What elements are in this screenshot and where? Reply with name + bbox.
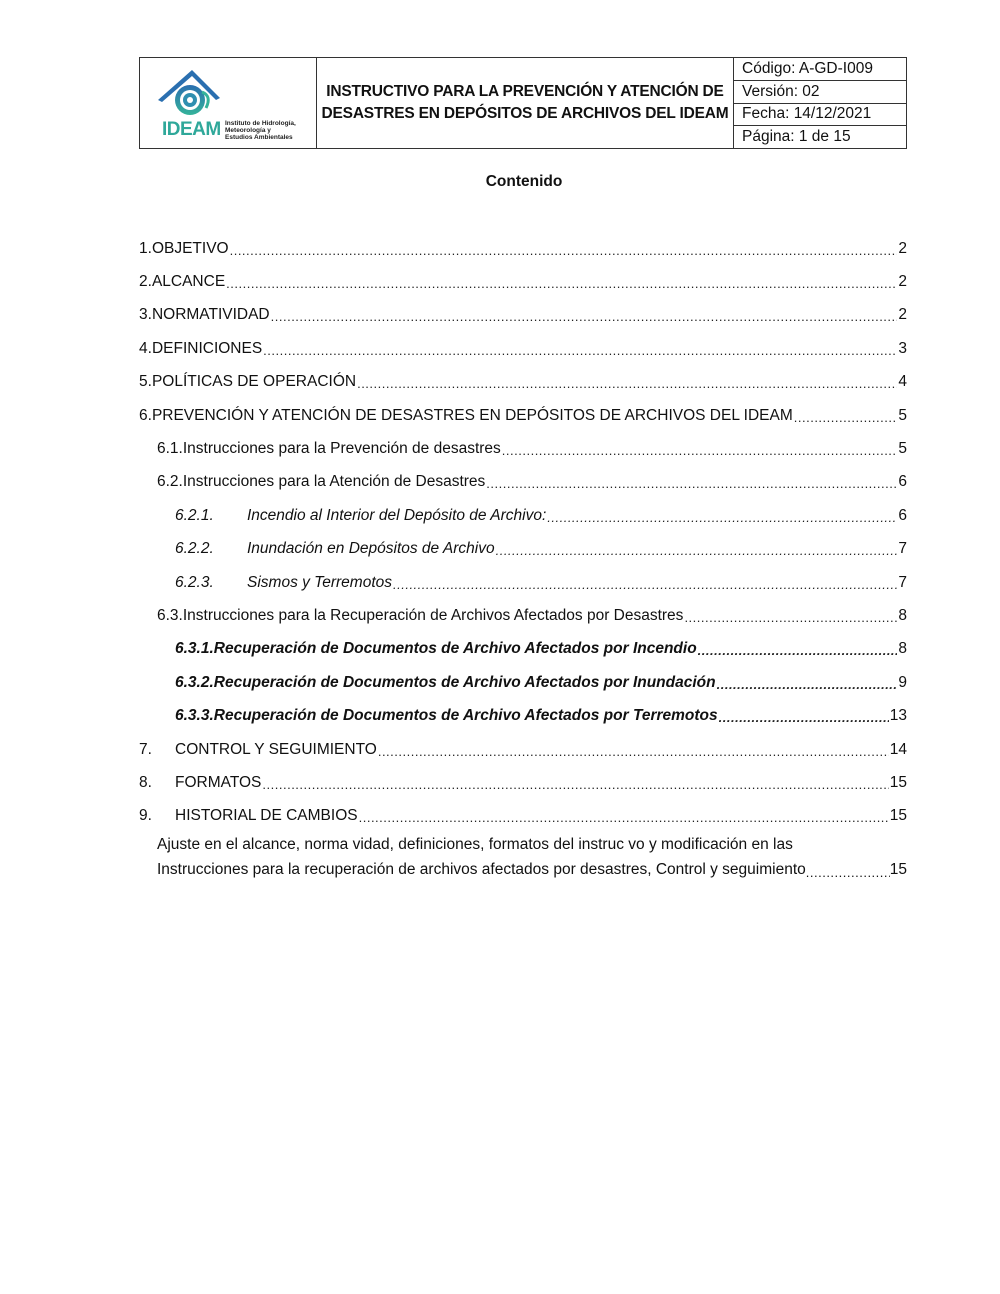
toc-page: 8	[898, 640, 907, 658]
toc-page: 4	[898, 373, 907, 391]
history-note[interactable]	[157, 832, 907, 885]
toc-page: 7	[898, 573, 907, 591]
toc-leader	[359, 807, 889, 825]
toc-leader	[684, 607, 897, 625]
document-meta	[734, 58, 906, 148]
toc-entry[interactable]	[139, 733, 907, 766]
toc-number: 6.2.	[157, 473, 183, 491]
toc-page: 5	[898, 440, 907, 458]
toc-page: 8	[898, 606, 907, 624]
toc-label: Incendio al Interior del Depósito de Archivo:	[247, 506, 547, 524]
toc-entry[interactable]	[139, 633, 907, 666]
document-header	[139, 57, 907, 149]
toc-number: 6.3.1.	[175, 640, 214, 658]
toc-entry[interactable]	[139, 265, 907, 298]
toc-leader	[271, 306, 898, 324]
toc-number: 6.3.	[157, 606, 183, 624]
toc-leader	[230, 240, 898, 258]
toc-entry[interactable]	[139, 599, 907, 632]
toc-page: 3	[898, 339, 907, 357]
toc-leader	[717, 674, 898, 692]
toc-leader	[357, 373, 897, 391]
toc-label: CONTROL Y SEGUIMIENTO	[175, 740, 377, 758]
toc-number: 6.1.	[157, 440, 183, 458]
table-of-contents	[139, 232, 907, 833]
toc-leader	[378, 741, 889, 759]
toc-page: 14	[889, 740, 907, 758]
toc-label: Recuperación de Documentos de Archivo Afectados por Incendio	[213, 640, 697, 658]
meta-codigo: Código: A-GD-I009	[734, 58, 906, 81]
title-line-2: DESASTRES EN DEPÓSITOS DE ARCHIVOS DEL IDEAM	[321, 105, 729, 122]
logo-subtitle-line: Meteorología y	[225, 127, 271, 134]
toc-leader	[806, 857, 890, 885]
logo-wordmark: IDEAM	[162, 119, 221, 140]
toc-label: NORMATIVIDAD	[151, 306, 270, 324]
toc-label: Instrucciones para la Recuperación de Archivos Afectados por Desastres	[182, 606, 684, 624]
toc-leader	[698, 640, 898, 658]
toc-leader	[262, 774, 888, 792]
toc-leader	[496, 540, 898, 558]
toc-label: FORMATOS	[175, 773, 262, 791]
toc-number: 6.3.3.	[175, 707, 214, 725]
toc-entry[interactable]	[139, 466, 907, 499]
toc-entry[interactable]	[139, 332, 907, 365]
toc-page: 15	[889, 773, 907, 791]
toc-number: 1.	[139, 239, 152, 257]
toc-number: 6.	[139, 406, 152, 424]
toc-entry[interactable]	[139, 499, 907, 532]
toc-label: PREVENCIÓN Y ATENCIÓN DE DESASTRES EN DEPÓSITOS DE ARCHIVOS DEL IDEAM	[151, 406, 793, 424]
toc-leader	[393, 574, 897, 592]
toc-page: 2	[898, 239, 907, 257]
toc-number: 2.	[139, 273, 152, 291]
meta-version: Versión: 02	[734, 81, 906, 104]
toc-label: ALCANCE	[151, 273, 226, 291]
toc-label: POLÍTICAS DE OPERACIÓN	[151, 373, 357, 391]
toc-leader	[502, 440, 898, 458]
toc-label: Instrucciones para la Atención de Desastres	[182, 473, 486, 491]
toc-label: HISTORIAL DE CAMBIOS	[175, 807, 358, 825]
toc-page: 5	[898, 406, 907, 424]
toc-label: OBJETIVO	[151, 239, 229, 257]
toc-label: Recuperación de Documentos de Archivo Afectados por Terremotos	[213, 707, 718, 725]
history-note-line-2	[157, 857, 907, 885]
toc-number: 6.2.1.	[175, 506, 214, 524]
toc-number: 6.2.3.	[175, 573, 214, 591]
toc-number: 9.	[139, 807, 152, 825]
toc-page: 15	[889, 861, 907, 878]
toc-label: Sismos y Terremotos	[247, 573, 392, 591]
toc-entry[interactable]	[139, 232, 907, 265]
document-title	[317, 58, 734, 148]
toc-leader	[263, 340, 897, 358]
toc-page: 6	[898, 506, 907, 524]
toc-entry[interactable]	[139, 533, 907, 566]
toc-page: 9	[898, 673, 907, 691]
toc-entry[interactable]	[139, 399, 907, 432]
toc-page: 6	[898, 473, 907, 491]
toc-number: 6.2.2.	[175, 540, 214, 558]
ideam-logo-icon	[154, 66, 234, 122]
meta-pagina: Página: 1 de 15	[742, 128, 851, 146]
toc-leader	[486, 473, 897, 491]
logo-subtitle	[225, 120, 296, 141]
logo-subtitle-line: Instituto de Hidrología,	[225, 120, 296, 127]
toc-entry[interactable]	[139, 366, 907, 399]
toc-leader	[226, 273, 897, 291]
toc-number: 7.	[139, 740, 152, 758]
toc-entry[interactable]	[139, 699, 907, 732]
toc-number: 8.	[139, 773, 152, 791]
toc-entry[interactable]	[139, 766, 907, 799]
title-line-1: INSTRUCTIVO PARA LA PREVENCIÓN Y ATENCIÓN DE	[326, 83, 724, 100]
toc-label: DEFINICIONES	[151, 339, 263, 357]
toc-page: 2	[898, 306, 907, 324]
history-note-text: Instrucciones para la recuperación de archivos afectados por desastres, Control y seguimiento	[157, 861, 806, 878]
meta-fecha: Fecha: 14/12/2021	[734, 104, 906, 127]
toc-entry[interactable]	[139, 800, 907, 833]
toc-entry[interactable]	[139, 666, 907, 699]
history-note-line-1: Ajuste en el alcance, norma vidad, definiciones, formatos del instruc vo y modificación en las	[157, 836, 793, 853]
toc-label: Instrucciones para la Prevención de desastres	[182, 440, 501, 458]
toc-number: 4.	[139, 339, 152, 357]
toc-entry[interactable]	[139, 566, 907, 599]
toc-label: Recuperación de Documentos de Archivo Afectados por Inundación	[213, 673, 716, 691]
toc-leader	[547, 507, 897, 525]
toc-entry[interactable]	[139, 299, 907, 332]
toc-leader	[719, 707, 889, 725]
toc-heading: Contenido	[485, 173, 563, 190]
toc-entry[interactable]	[139, 432, 907, 465]
toc-leader	[794, 407, 898, 425]
toc-page: 15	[889, 807, 907, 825]
logo-subtitle-line: Estudios Ambientales	[225, 134, 293, 141]
toc-page: 7	[898, 540, 907, 558]
toc-page: 13	[889, 707, 907, 725]
toc-page: 2	[898, 273, 907, 291]
toc-number: 5.	[139, 373, 152, 391]
logo-cell	[140, 58, 317, 148]
toc-number: 3.	[139, 306, 152, 324]
toc-label: Inundación en Depósitos de Archivo	[247, 540, 495, 558]
toc-number: 6.3.2.	[175, 673, 214, 691]
